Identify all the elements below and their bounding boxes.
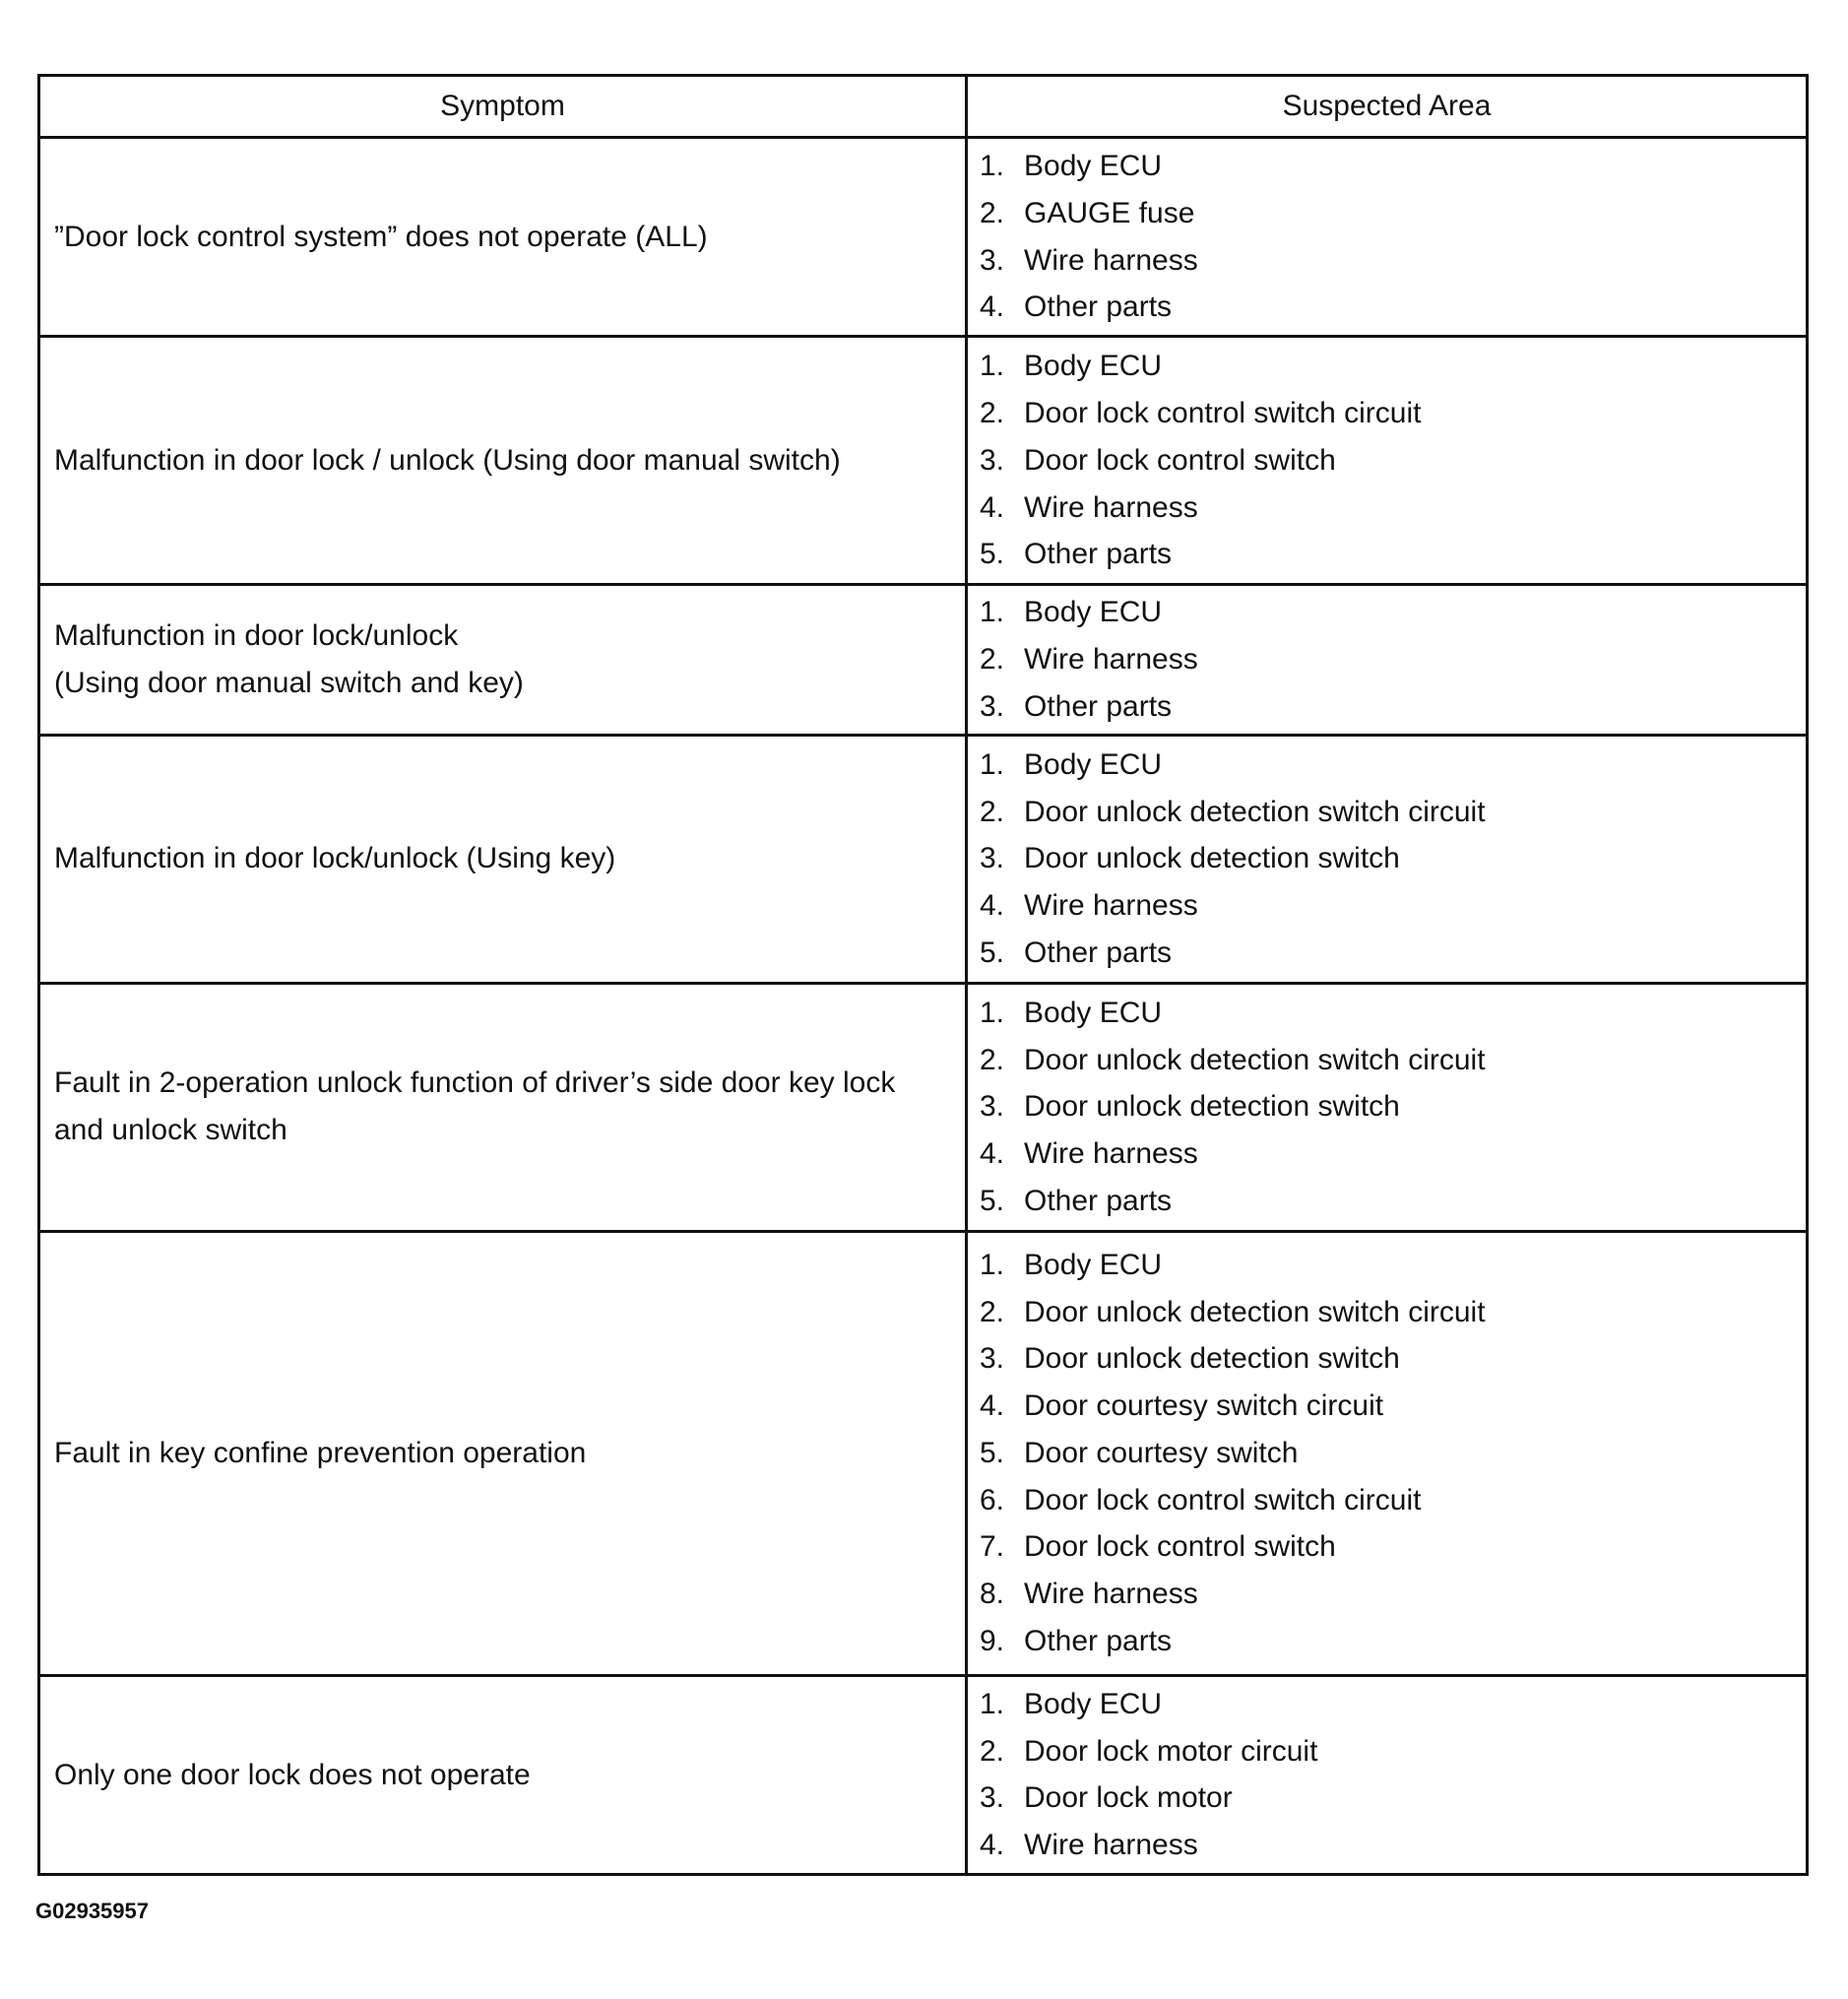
suspected-area-cell	[967, 1231, 1808, 1675]
item-text: Body ECU	[1024, 1687, 1163, 1720]
item-text: GAUGE fuse	[1024, 196, 1195, 229]
symptom-text: Malfunction in door lock / unlock (Using door manual switch)	[54, 443, 841, 477]
symptom-cell	[39, 337, 967, 585]
item-text: Body ECU	[1024, 150, 1163, 183]
table-row	[39, 337, 1808, 585]
item-text: Door unlock detection switch circuit	[1024, 1043, 1486, 1076]
item-number: 6.	[980, 1483, 1005, 1516]
item-number: 1.	[980, 747, 1005, 781]
item-text: Other parts	[1024, 538, 1173, 571]
item-number: 2.	[980, 196, 1005, 229]
item-text: Wire harness	[1024, 1137, 1198, 1170]
item-text: Door unlock detection switch circuit	[1024, 1295, 1486, 1328]
symptom-text: Only one door lock does not operate	[54, 1758, 531, 1791]
header-symptom: Symptom	[39, 76, 967, 138]
item-text: Door lock control switch circuit	[1024, 397, 1422, 430]
item-text: Door unlock detection switch circuit	[1024, 795, 1486, 828]
list-item	[980, 531, 1806, 578]
item-text: Door unlock detection switch	[1024, 842, 1400, 875]
item-number: 4.	[980, 1137, 1005, 1170]
suspected-area-cell	[967, 337, 1808, 585]
item-text: Wire harness	[1024, 889, 1198, 922]
item-number: 3.	[980, 243, 1005, 277]
item-text: Body ECU	[1024, 350, 1163, 383]
list-item	[980, 930, 1806, 977]
item-number: 2.	[980, 1295, 1005, 1328]
item-text: Wire harness	[1024, 1577, 1198, 1610]
item-number: 2.	[980, 1734, 1005, 1768]
item-text: Door lock motor circuit	[1024, 1734, 1318, 1768]
list-item	[980, 1774, 1806, 1822]
list-item	[980, 789, 1806, 836]
item-text: Door unlock detection switch	[1024, 1342, 1400, 1376]
item-number: 4.	[980, 490, 1005, 524]
item-number: 5.	[980, 1436, 1005, 1469]
table-row	[39, 983, 1808, 1231]
item-text: Body ECU	[1024, 996, 1163, 1029]
item-number: 3.	[980, 443, 1005, 477]
list-item	[980, 284, 1806, 331]
symptom-text: Malfunction in door lock/unlock (Using door manual switch and key)	[54, 619, 524, 699]
item-number: 2.	[980, 1043, 1005, 1076]
list-item	[980, 1571, 1806, 1618]
item-text: Door lock control switch	[1024, 1530, 1336, 1564]
item-number: 1.	[980, 596, 1005, 629]
item-number: 4.	[980, 290, 1005, 324]
item-number: 5.	[980, 538, 1005, 571]
item-number: 1.	[980, 996, 1005, 1029]
item-number: 1.	[980, 1687, 1005, 1720]
item-number: 5.	[980, 935, 1005, 969]
suspected-area-list	[968, 990, 1806, 1225]
list-item	[980, 589, 1806, 636]
item-text: Door courtesy switch	[1024, 1436, 1299, 1469]
item-text: Wire harness	[1024, 243, 1198, 277]
item-text: Door lock control switch	[1024, 443, 1336, 477]
list-item	[980, 1618, 1806, 1665]
list-item	[980, 1130, 1806, 1178]
symptom-text: Fault in key confine prevention operation	[54, 1436, 587, 1469]
symptom-text: ”Door lock control system” does not operate (ALL)	[54, 220, 708, 253]
list-item	[980, 190, 1806, 237]
symptom-cell	[39, 585, 967, 735]
item-number: 8.	[980, 1577, 1005, 1610]
item-text: Other parts	[1024, 689, 1173, 723]
item-text: Wire harness	[1024, 643, 1198, 677]
list-item	[980, 1178, 1806, 1225]
list-item	[980, 1523, 1806, 1571]
list-item	[980, 1335, 1806, 1383]
list-item	[980, 882, 1806, 930]
symptom-cell	[39, 138, 967, 337]
suspected-area-list	[968, 343, 1806, 578]
item-number: 1.	[980, 1249, 1005, 1282]
item-text: Body ECU	[1024, 747, 1163, 781]
suspected-area-list	[968, 143, 1806, 331]
table-row	[39, 1675, 1808, 1874]
list-item	[980, 1477, 1806, 1524]
item-number: 7.	[980, 1530, 1005, 1564]
symptom-cell	[39, 735, 967, 983]
item-text: Other parts	[1024, 935, 1173, 969]
item-text: Door lock motor	[1024, 1781, 1233, 1815]
item-number: 3.	[980, 1781, 1005, 1815]
item-number: 4.	[980, 1389, 1005, 1423]
item-text: Door courtesy switch circuit	[1024, 1389, 1384, 1423]
symptom-cell	[39, 1675, 967, 1874]
suspected-area-list	[968, 1242, 1806, 1664]
item-text: Wire harness	[1024, 1829, 1198, 1862]
list-item	[980, 437, 1806, 484]
suspected-area-list	[968, 1681, 1806, 1869]
item-text: Body ECU	[1024, 1249, 1163, 1282]
header-suspected-area: Suspected Area	[967, 76, 1808, 138]
suspected-area-cell	[967, 138, 1808, 337]
item-number: 3.	[980, 842, 1005, 875]
item-number: 3.	[980, 689, 1005, 723]
list-item	[980, 1430, 1806, 1477]
list-item	[980, 990, 1806, 1037]
suspected-area-list	[968, 589, 1806, 730]
list-item	[980, 390, 1806, 437]
list-item	[980, 143, 1806, 190]
list-item	[980, 1383, 1806, 1430]
header-row	[39, 76, 1808, 138]
item-number: 3.	[980, 1090, 1005, 1124]
suspected-area-list	[968, 742, 1806, 977]
list-item	[980, 636, 1806, 683]
table-row	[39, 138, 1808, 337]
list-item	[980, 683, 1806, 731]
list-item	[980, 1037, 1806, 1084]
item-text: Other parts	[1024, 290, 1173, 324]
list-item	[980, 484, 1806, 532]
suspected-area-cell	[967, 585, 1808, 735]
symptom-cell	[39, 1231, 967, 1675]
list-item	[980, 1083, 1806, 1130]
item-text: Other parts	[1024, 1624, 1173, 1657]
suspected-area-cell	[967, 1675, 1808, 1874]
figure-id: G02935957	[35, 1899, 149, 1923]
list-item	[980, 742, 1806, 789]
item-number: 2.	[980, 397, 1005, 430]
list-item	[980, 1242, 1806, 1289]
list-item	[980, 237, 1806, 285]
list-item	[980, 1289, 1806, 1336]
item-text: Body ECU	[1024, 596, 1163, 629]
item-number: 1.	[980, 350, 1005, 383]
symptom-cell	[39, 983, 967, 1231]
symptom-text: Fault in 2-operation unlock function of driver’s side door key lock and unlock switch	[54, 1066, 896, 1147]
list-item	[980, 1681, 1806, 1728]
item-number: 3.	[980, 1342, 1005, 1376]
table-row	[39, 585, 1808, 735]
suspected-area-cell	[967, 983, 1808, 1231]
table-row	[39, 735, 1808, 983]
item-number: 9.	[980, 1624, 1005, 1657]
list-item	[980, 1728, 1806, 1775]
table-row	[39, 1231, 1808, 1675]
item-number: 2.	[980, 643, 1005, 677]
item-number: 2.	[980, 795, 1005, 828]
item-number: 1.	[980, 150, 1005, 183]
list-item	[980, 1822, 1806, 1869]
suspected-area-cell	[967, 735, 1808, 983]
item-number: 4.	[980, 889, 1005, 922]
symptom-table	[37, 74, 1809, 1876]
item-text: Other parts	[1024, 1184, 1173, 1217]
list-item	[980, 835, 1806, 882]
item-text: Wire harness	[1024, 490, 1198, 524]
item-text: Door unlock detection switch	[1024, 1090, 1400, 1124]
list-item	[980, 343, 1806, 390]
item-number: 5.	[980, 1184, 1005, 1217]
table-body	[39, 138, 1808, 1875]
symptom-text: Malfunction in door lock/unlock (Using key)	[54, 842, 616, 875]
item-text: Door lock control switch circuit	[1024, 1483, 1422, 1516]
item-number: 4.	[980, 1829, 1005, 1862]
